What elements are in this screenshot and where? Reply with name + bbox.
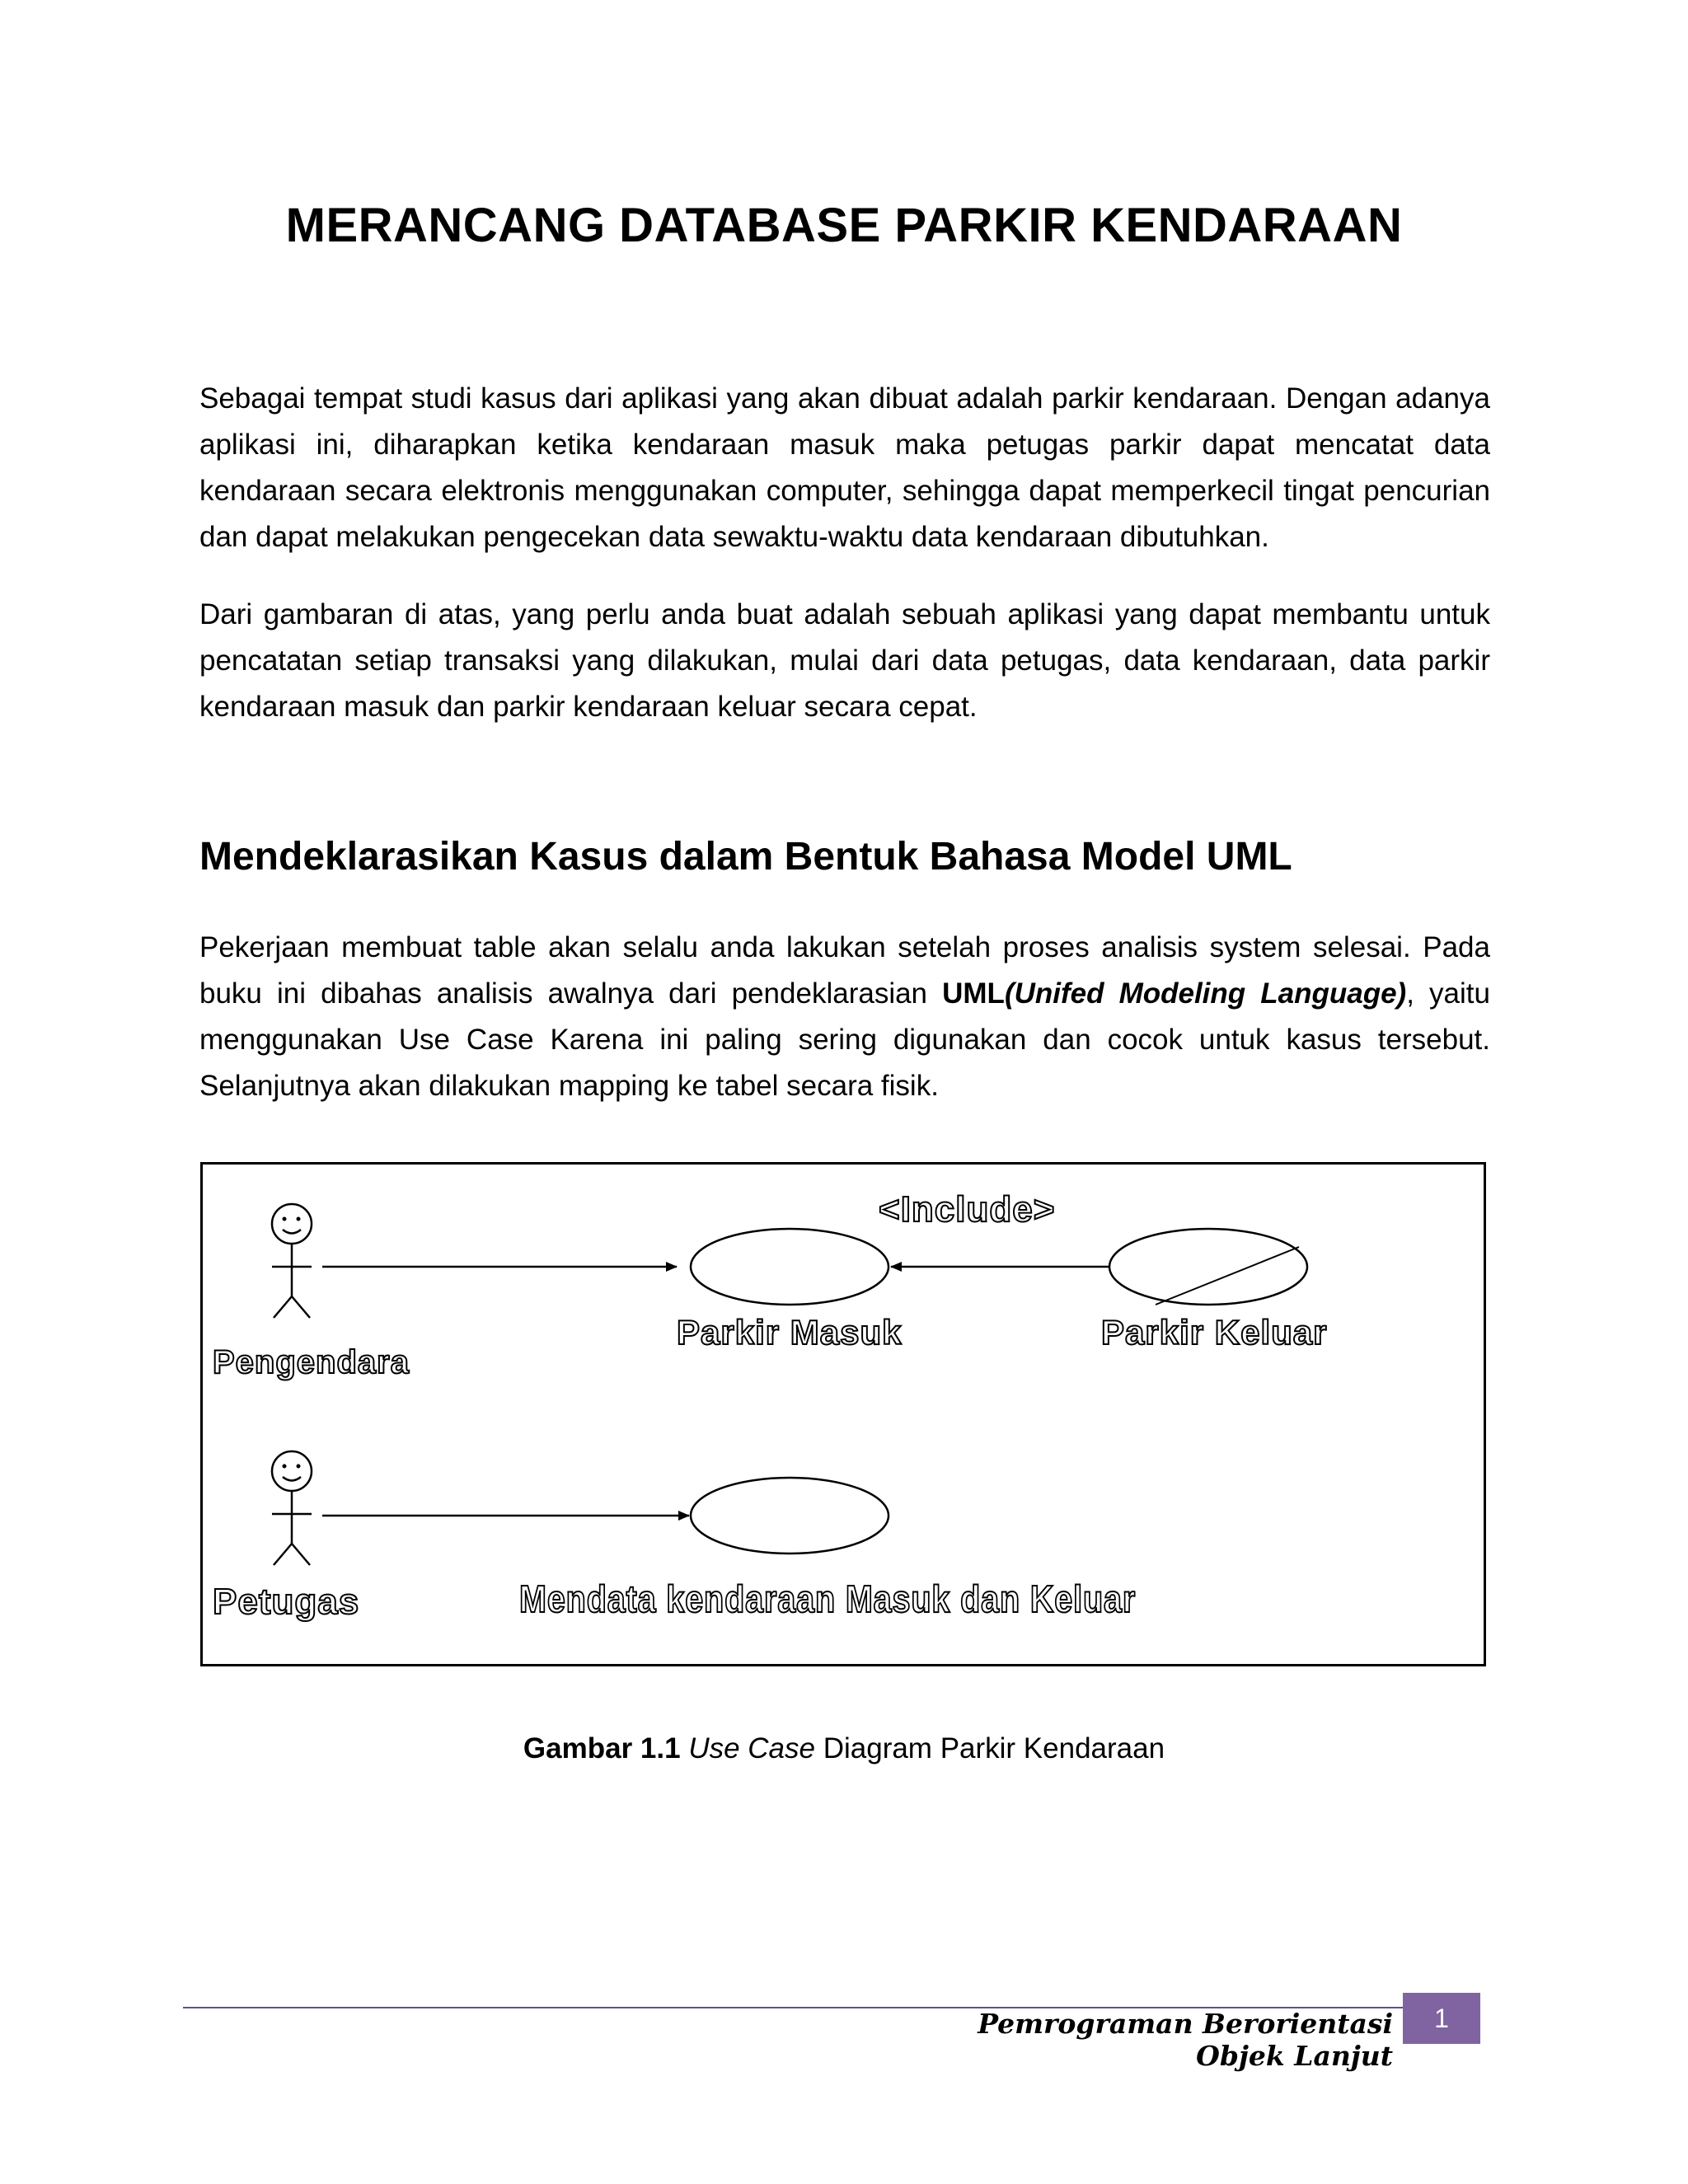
caption-italic: Use Case bbox=[688, 1732, 815, 1765]
page-title: MERANCANG DATABASE PARKIR KENDARAAN bbox=[285, 199, 1403, 252]
actor-petugas-label: Petugas bbox=[213, 1582, 360, 1622]
actor-pengendara-figure bbox=[272, 1204, 312, 1318]
actor-petugas-figure bbox=[272, 1451, 312, 1565]
caption-rest: Diagram Parkir Kendaraan bbox=[814, 1732, 1165, 1765]
uml-term: UML bbox=[942, 977, 1005, 1010]
usecase-parkir-keluar-ellipse bbox=[1109, 1229, 1307, 1305]
usecase-parkir-keluar-label: Parkir Keluar bbox=[1101, 1313, 1328, 1352]
usecase-mendata-label: Mendata kendaraan Masuk dan Keluar bbox=[519, 1577, 1137, 1620]
intro-paragraph: Sebagai tempat studi kasus dari aplikasi yang akan dibuat adalah parkir kendaraan. Dengan adanya aplikasi ini, diharapkan ketika kendaraan masuk maka petugas parkir dapat mencatat data kendaraan secara elektronis menggunakan computer, sehingga dapat memperkecil tingat pencurian dan dapat melakukan pengecekan data sewaktu-waktu data kendaraan dibutuhkan. bbox=[199, 382, 1490, 553]
usecase-parkir-masuk-ellipse bbox=[691, 1229, 889, 1305]
page-number: 1 bbox=[1403, 1993, 1480, 2044]
second-paragraph: Dari gambaran di atas, yang perlu anda buat adalah sebuah aplikasi yang dapat membantu untuk pencatatan setiap transaksi yang dilakukan, mulai dari data petugas, data kendaraan, data parkir kendaraan masuk dan parkir kendaraan keluar secara cepat. bbox=[199, 598, 1490, 723]
figure-caption bbox=[0, 1732, 1688, 1765]
uml-paragraph-start: Pekerjaan membuat table akan selalu anda lakukan setelah proses analisis system selesai. Pada buku ini dibahas analisis awalnya dari pendeklarasian bbox=[199, 931, 1490, 1010]
section-heading: Mendeklarasikan Kasus dalam Bentuk Bahasa Model UML bbox=[199, 835, 1292, 879]
include-label: <Include> bbox=[879, 1189, 1056, 1230]
footer-book-title: Pemrograman Berorientasi Objek Lanjut bbox=[978, 2008, 1393, 2072]
actor-pengendara-label: Pengendara bbox=[213, 1344, 410, 1380]
usecase-mendata-ellipse bbox=[691, 1478, 889, 1554]
uml-paragraph-end: , yaitu menggunakan Use Case Karena ini paling sering digunakan dan cocok untuk kasus tersebut. Selanjutnya akan dilakukan mapping ke tabel secara fisik. bbox=[199, 977, 1490, 1102]
uml-full-name: (Unifed Modeling Language) bbox=[1004, 977, 1407, 1010]
use-case-diagram bbox=[200, 1162, 1486, 1666]
caption-label: Gambar 1.1 bbox=[523, 1732, 681, 1765]
uml-paragraph bbox=[199, 925, 1490, 1109]
usecase-parkir-masuk-label: Parkir Masuk bbox=[677, 1313, 903, 1352]
